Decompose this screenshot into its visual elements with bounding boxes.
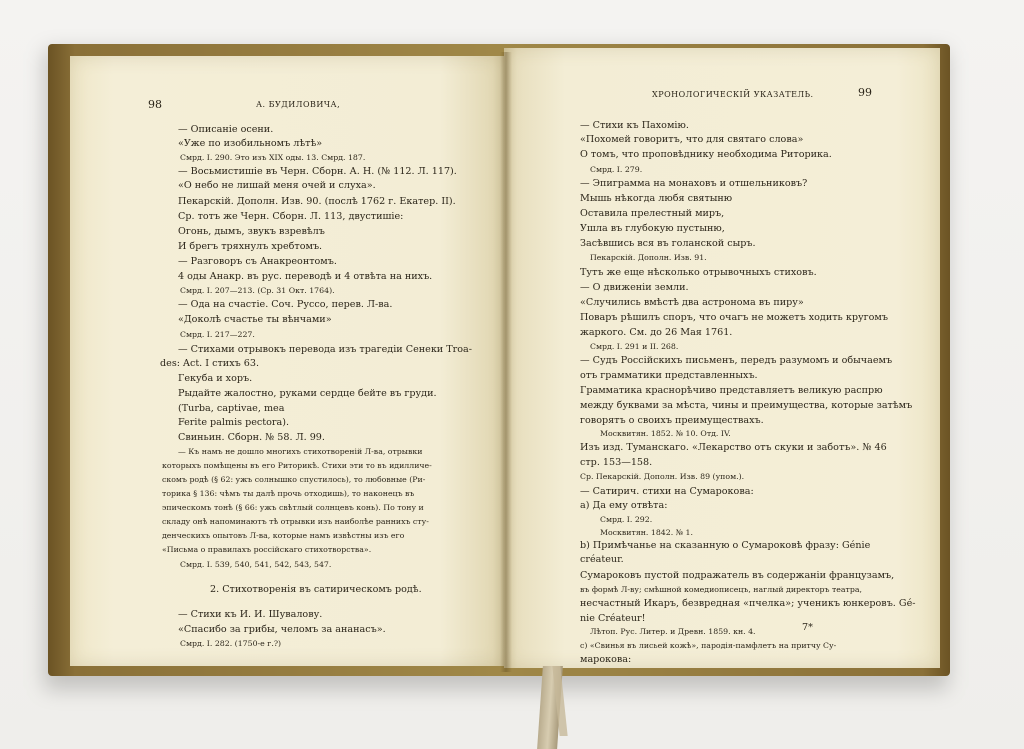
- right-page-text-line: марокова:: [580, 654, 632, 665]
- right-page-text-line: a) Да ему отвѣта:: [580, 500, 668, 511]
- left-page-text-line: — Восьмистишіе въ Черн. Сборн. А. Н. (№ 112. Л. 117).: [178, 166, 457, 177]
- left-page-text-line: складу онѣ напоминаютъ тѣ отрывки изъ наиболѣе раннихъ сту-: [162, 517, 429, 526]
- left-page-text-line: (Turba, captivae, mea: [178, 403, 285, 414]
- left-page-text-line: «Письма о правилахъ россійскаго стихотворства».: [162, 545, 372, 554]
- left-page-text-line: — Стихи къ И. И. Шувалову.: [178, 609, 323, 620]
- left-page-text-line: Свиньин. Сборн. № 58. Л. 99.: [178, 432, 325, 443]
- right-page-text-line: Ср. Пекарскій. Дополн. Изв. 89 (упом.).: [580, 472, 745, 481]
- book-gutter: [500, 52, 512, 672]
- left-page-text-line: — Описаніе осени.: [178, 124, 274, 135]
- right-page-text-line: стр. 153—158.: [580, 457, 653, 468]
- right-page-text-line: «Случились вмѣстѣ два астронома въ пиру»: [580, 297, 804, 308]
- running-header-left: А. БУДИЛОВИЧА,: [256, 100, 341, 109]
- left-page-text-line: 2. Стихотворенія въ сатирическомъ родѣ.: [210, 584, 422, 595]
- running-header-right: ХРОНОЛОГИЧЕСКІЙ УКАЗАТЕЛЬ.: [652, 90, 814, 99]
- right-page-text-line: Засѣвшись вся въ голанской сыръ.: [580, 238, 756, 249]
- left-page-text-line: Смрд. I. 282. (1750-е г.?): [180, 639, 282, 648]
- left-page-text-line: «Доколѣ счастье ты вѣнчами»: [178, 314, 332, 325]
- left-page-text-line: Смрд. I. 217—227.: [180, 330, 255, 339]
- right-page-text-line: — Судъ Россійскихъ письменъ, передъ разумомъ и обычаемъ: [580, 355, 893, 366]
- left-page-text-line: — Къ намъ не дошло многихъ стихотвореній Л-ва, отрывки: [178, 447, 423, 456]
- right-page-text-line: Лѣтоп. Рус. Литер. и Древн. 1859. кн. 4.: [590, 627, 756, 636]
- right-page-text-line: Смрд. I. 279.: [590, 165, 643, 174]
- right-page-text-line: — Эпиграмма на монаховъ и отшельниковъ?: [580, 178, 808, 189]
- left-page-text-line: Гекуба и хоръ.: [178, 373, 253, 384]
- right-page-text-line: Тутъ же еще нѣсколько отрывочныхъ стиховъ.: [580, 267, 817, 278]
- right-page-text-line: Москвитян. 1852. № 10. Отд. IV.: [600, 429, 731, 438]
- right-page-text-line: несчастный Икаръ, безвредная «пчелка»; ученикъ юнкеровъ. Gé-: [580, 598, 916, 609]
- right-page-text-line: Ушла въ глубокую пустыню,: [580, 223, 725, 234]
- left-page-text-line: Огонь, дымъ, звукъ взревѣлъ: [178, 226, 325, 237]
- left-page-text-line: — Стихами отрывокъ перевода изъ трагедіи Сенеки Troa-: [178, 344, 472, 355]
- left-page-text-line: Смрд. I. 290. Это изъ XIX оды. 13. Смрд. 187.: [180, 153, 366, 162]
- right-page-text-line: Пекарскій. Дополн. Изв. 91.: [590, 253, 707, 262]
- left-page-text-line: Смрд. I. 207—213. (Ср. 31 Окт. 1764).: [180, 286, 335, 295]
- right-page-text-line: между буквами за мѣста, чины и преимущества, которые затѣмъ: [580, 400, 913, 411]
- right-page-text-line: Москвитян. 1842. № 1.: [600, 528, 693, 537]
- page-number-left: 98: [148, 98, 162, 111]
- left-page-text-line: которыхъ помѣщены въ его Риторикѣ. Стихи эти то въ идилличе-: [162, 461, 432, 470]
- right-page-text-line: — Стихи къ Пахомію.: [580, 120, 689, 131]
- right-page-text-line: отъ грамматики представленныхъ.: [580, 370, 758, 381]
- left-page-text-line: «Уже по изобильномъ лѣтѣ»: [178, 138, 323, 149]
- right-page-text-line: c) «Свинья въ лисьей кожѣ», пародія-памфлетъ на притчу Су-: [580, 641, 837, 650]
- left-page: [70, 56, 506, 666]
- right-page-text-line: b) Примѣчанье на сказанную о Сумароковѣ фразу: Génie: [580, 540, 871, 551]
- left-page-text-line: — Ода на счастіе. Соч. Руссо, перев. Л-ва.: [178, 299, 393, 310]
- right-page-text-line: въ формѣ Л-ву; смѣшной комедиописецъ, наглый директоръ театра,: [580, 585, 862, 594]
- left-page-text-line: 4 оды Анакр. въ рус. переводѣ и 4 отвѣта на нихъ.: [178, 271, 433, 282]
- right-page-text-line: Мышь нѣкогда любя святыню: [580, 193, 733, 204]
- right-page-text-line: жаркого. См. до 26 Мая 1761.: [580, 327, 733, 338]
- right-page: [504, 48, 940, 668]
- right-page-text-line: Изъ изд. Туманскаго. «Лекарство отъ скуки и заботъ». № 46: [580, 442, 887, 453]
- right-page-text-line: говорятъ о своихъ преимуществахъ.: [580, 415, 764, 426]
- left-page-text-line: Рыдайте жалостно, руками сердце бейте въ груди.: [178, 388, 437, 399]
- left-page-text-line: Пекарскій. Дополн. Изв. 90. (послѣ 1762 г. Екатер. II).: [178, 196, 456, 207]
- left-page-text-line: скомъ родѣ (§ 62: ужъ солнышко спустилось), то любовные (Ри-: [162, 475, 426, 484]
- left-page-text-line: Смрд. I. 539, 540, 541, 542, 543, 547.: [180, 560, 332, 569]
- right-page-text-line: nie Créateur!: [580, 613, 646, 624]
- left-page-text-line: И брегъ тряхнулъ хребтомъ.: [178, 241, 323, 252]
- left-page-text-line: «Спасибо за грибы, челомъ за ананасъ».: [178, 624, 386, 635]
- left-page-text-line: торика § 136: чѣмъ ты далѣ прочь отходишь), то наконецъ въ: [162, 489, 415, 498]
- left-page-text-line: Ferite palmis pectora).: [178, 417, 290, 428]
- right-page-text-line: Оставила прелестный миръ,: [580, 208, 725, 219]
- signature-mark: 7*: [802, 622, 813, 633]
- left-page-text-line: «О небо не лишай меня очей и слуха».: [178, 180, 376, 191]
- right-page-text-line: О томъ, что проповѣднику необходима Риторика.: [580, 149, 832, 160]
- right-page-text-line: Смрд. I. 291 и II. 268.: [590, 342, 679, 351]
- left-page-text-line: — Разговоръ съ Анакреонтомъ.: [178, 256, 337, 267]
- left-page-text-line: Ср. тотъ же Черн. Сборн. Л. 113, двустишіе:: [178, 211, 404, 222]
- page-number-right: 99: [858, 86, 872, 99]
- right-page-text-line: Поваръ рѣшилъ споръ, что очагъ не можетъ ходить кругомъ: [580, 312, 888, 323]
- right-page-text-line: Грамматика краснорѣчиво представляетъ великую распрю: [580, 385, 883, 396]
- right-page-text-line: Сумароковъ пустой подражатель въ содержаніи французамъ,: [580, 570, 895, 581]
- left-page-text-line: денческихъ опытовъ Л-ва, которые намъ извѣстны изъ его: [162, 531, 405, 540]
- right-page-text-line: — О движеніи земли.: [580, 282, 689, 293]
- left-page-text-line: des: Act. I стихъ 63.: [160, 358, 260, 369]
- right-page-text-line: — Сатирич. стихи на Сумарокова:: [580, 486, 754, 497]
- left-page-text-line: эпическомъ тонѣ (§ 66: ужъ свѣтлый солнцевъ конь). По тону и: [162, 503, 424, 512]
- right-page-text-line: Смрд. I. 292.: [600, 515, 653, 524]
- right-page-text-line: créateur.: [580, 554, 624, 565]
- right-page-text-line: «Похомей говоритъ, что для святаго слова»: [580, 134, 804, 145]
